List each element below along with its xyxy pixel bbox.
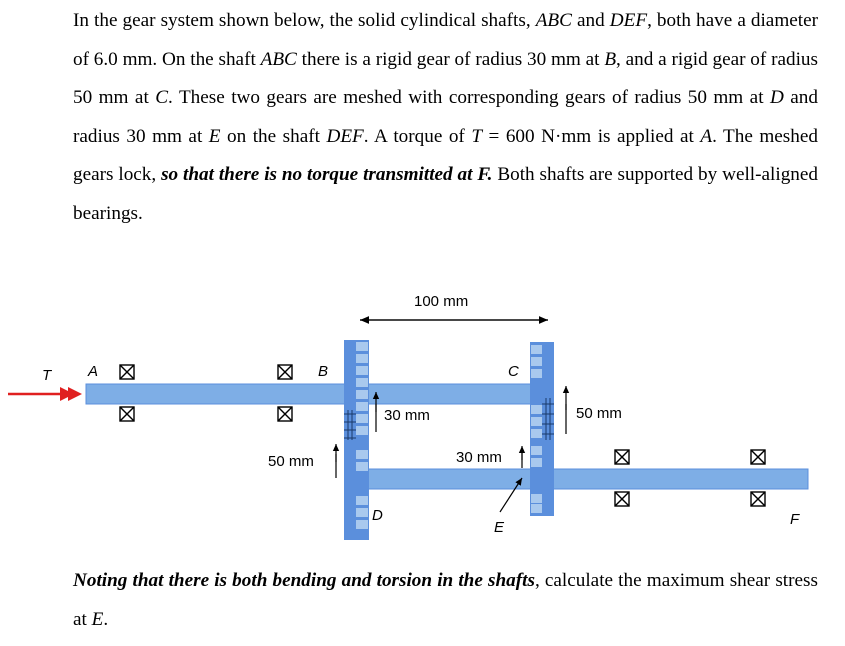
gear-system-figure — [0, 280, 845, 540]
gear-e — [530, 442, 554, 516]
shaft-def — [352, 469, 808, 489]
bearing-f-bottom — [751, 492, 765, 506]
question-emphasis: Noting that there is both bending and torsion in the shafts — [73, 570, 535, 591]
gear-b — [344, 340, 369, 444]
dim-30-e-label: 30 mm — [456, 449, 502, 466]
torque-arrow — [8, 387, 82, 401]
label-c: C — [508, 363, 519, 380]
label-b: B — [318, 363, 329, 380]
dim-50-c-label: 50 mm — [576, 405, 622, 422]
question-statement: Noting that there is both bending and torsion in the shafts, calculate the maximum shear stress at E. — [73, 570, 818, 630]
bearing-a-bottom — [120, 407, 134, 421]
label-f: F — [790, 511, 800, 528]
gear-c — [530, 342, 554, 442]
label-a: A — [88, 363, 99, 380]
label-d: D — [372, 507, 383, 524]
dim-50-d-label: 50 mm — [268, 453, 314, 470]
gear-d — [344, 444, 369, 540]
label-t: T — [42, 367, 52, 384]
problem-emphasis: so that there is no torque transmitted at F. — [161, 164, 493, 186]
label-e: E — [494, 519, 505, 536]
dim-30-b-label: 30 mm — [384, 407, 430, 424]
bearing-e-top — [615, 450, 629, 464]
bearing-b-top — [278, 365, 292, 379]
bearing-b-bottom — [278, 407, 292, 421]
bearing-e-bottom — [615, 492, 629, 506]
bearing-f-top — [751, 450, 765, 464]
shaft-abc — [86, 384, 548, 404]
bearing-a-top — [120, 365, 134, 379]
dim-100-label: 100 mm — [414, 293, 469, 310]
problem-statement: In the gear system shown below, the solid cylindical shafts, ABC and DEF, both have a diameter of 6.0 mm. On the shaft ABC there is a rigid gear of radius 30 mm at B, and a rigid gear of radius 50 mm at C. These two gears are meshed with corresponding gears of radius 50 mm at D and radius 30 mm at E on the shaft DEF. A torque of T = 600 N·mm is applied at A. The meshed gears lock, so that there is no torque transmitted at F. Both shafts are supported by well-aligned bearings. — [73, 10, 818, 224]
